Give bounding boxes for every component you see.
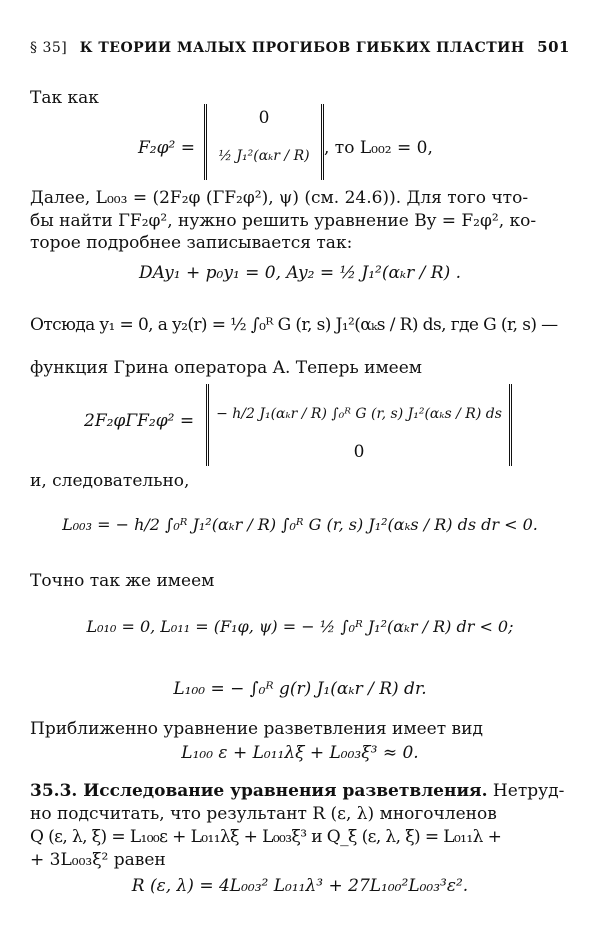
equation: L₁₀₀ = − ∫₀ᴿ g(r) J₁(αₖr / R) dr. (173, 679, 427, 699)
matrix-entry: − h/2 J₁(αₖr / R) ∫₀ᴿ G (r, s) J₁²(αₖs / R) ds (216, 406, 502, 422)
matrix-entry: ½ J₁²(αₖr / R) (218, 148, 310, 164)
page-number: 501 (537, 38, 570, 56)
text-line: + 3L₀₀₃ξ² равен (30, 850, 166, 870)
text-line: Так как (30, 88, 99, 108)
text-line: Точно так же имеем (30, 571, 215, 591)
equation-lhs: 2F₂φΓF₂φ² = (84, 411, 195, 431)
text-line: и, следовательно, (30, 471, 190, 491)
text-fragment: Нетруд- (487, 781, 565, 801)
running-header (30, 38, 570, 56)
text-line: Отсюда y₁ = 0, а y₂(r) = ½ ∫₀ᴿ G (r, s) J₁²(αₖs / R) ds, где G (r, s) — (30, 315, 558, 335)
text-line: функция Грина оператора A. Теперь имеем (30, 358, 423, 378)
text-line: торое подробнее записывается так: (30, 233, 353, 253)
text-line: но подсчитать, что результант R (ε, λ) многочленов (30, 804, 497, 824)
text-line: Приближенно уравнение разветвления имеет вид (30, 719, 483, 739)
text-line: бы найти ΓF₂φ², нужно решить уравнение By = F₂φ², ко- (30, 211, 537, 231)
equation: L₀₀₃ = − h/2 ∫₀ᴿ J₁²(αₖr / R) ∫₀ᴿ G (r, s) J₁²(αₖs / R) ds dr < 0. (62, 515, 538, 534)
section-ref: § 35] (30, 40, 68, 56)
matrix-entry: 0 (258, 108, 270, 128)
matrix-column (204, 104, 324, 180)
equation-rhs: , то L₀₀₂ = 0, (324, 138, 433, 158)
equation: L₀₁₀ = 0, L₀₁₁ = (F₁φ, ψ) = − ½ ∫₀ᴿ J₁²(αₖr / R) dr < 0; (86, 617, 514, 636)
equation: R (ε, λ) = 4L₀₀₃² L₀₁₁λ³ + 27L₁₀₀²L₀₀₃³ε². (131, 876, 469, 896)
text-line (30, 780, 570, 802)
section-heading: 35.3. Исследование уравнения разветвления. (30, 781, 488, 801)
matrix-entry: 0 (353, 442, 365, 462)
text-line: Q (ε, λ, ξ) = L₁₀₀ε + L₀₁₁λξ + L₀₀₃ξ³ и Q_ξ (ε, λ, ξ) = L₀₁₁λ + (30, 827, 502, 847)
text-line: Далее, L₀₀₃ = (2F₂φ (ΓF₂φ²), ψ) (см. 24.6)). Для того что- (30, 188, 529, 208)
equation: DAy₁ + p₀y₁ = 0, Ay₂ = ½ J₁²(αₖr / R) . (138, 263, 462, 283)
running-title: К ТЕОРИИ МАЛЫХ ПРОГИБОВ ГИБКИХ ПЛАСТИН (79, 40, 525, 56)
matrix-column (206, 384, 512, 466)
equation-lhs: F₂φ² = (138, 138, 195, 158)
equation: L₁₀₀ ε + L₀₁₁λξ + L₀₀₃ξ³ ≈ 0. (181, 743, 419, 763)
